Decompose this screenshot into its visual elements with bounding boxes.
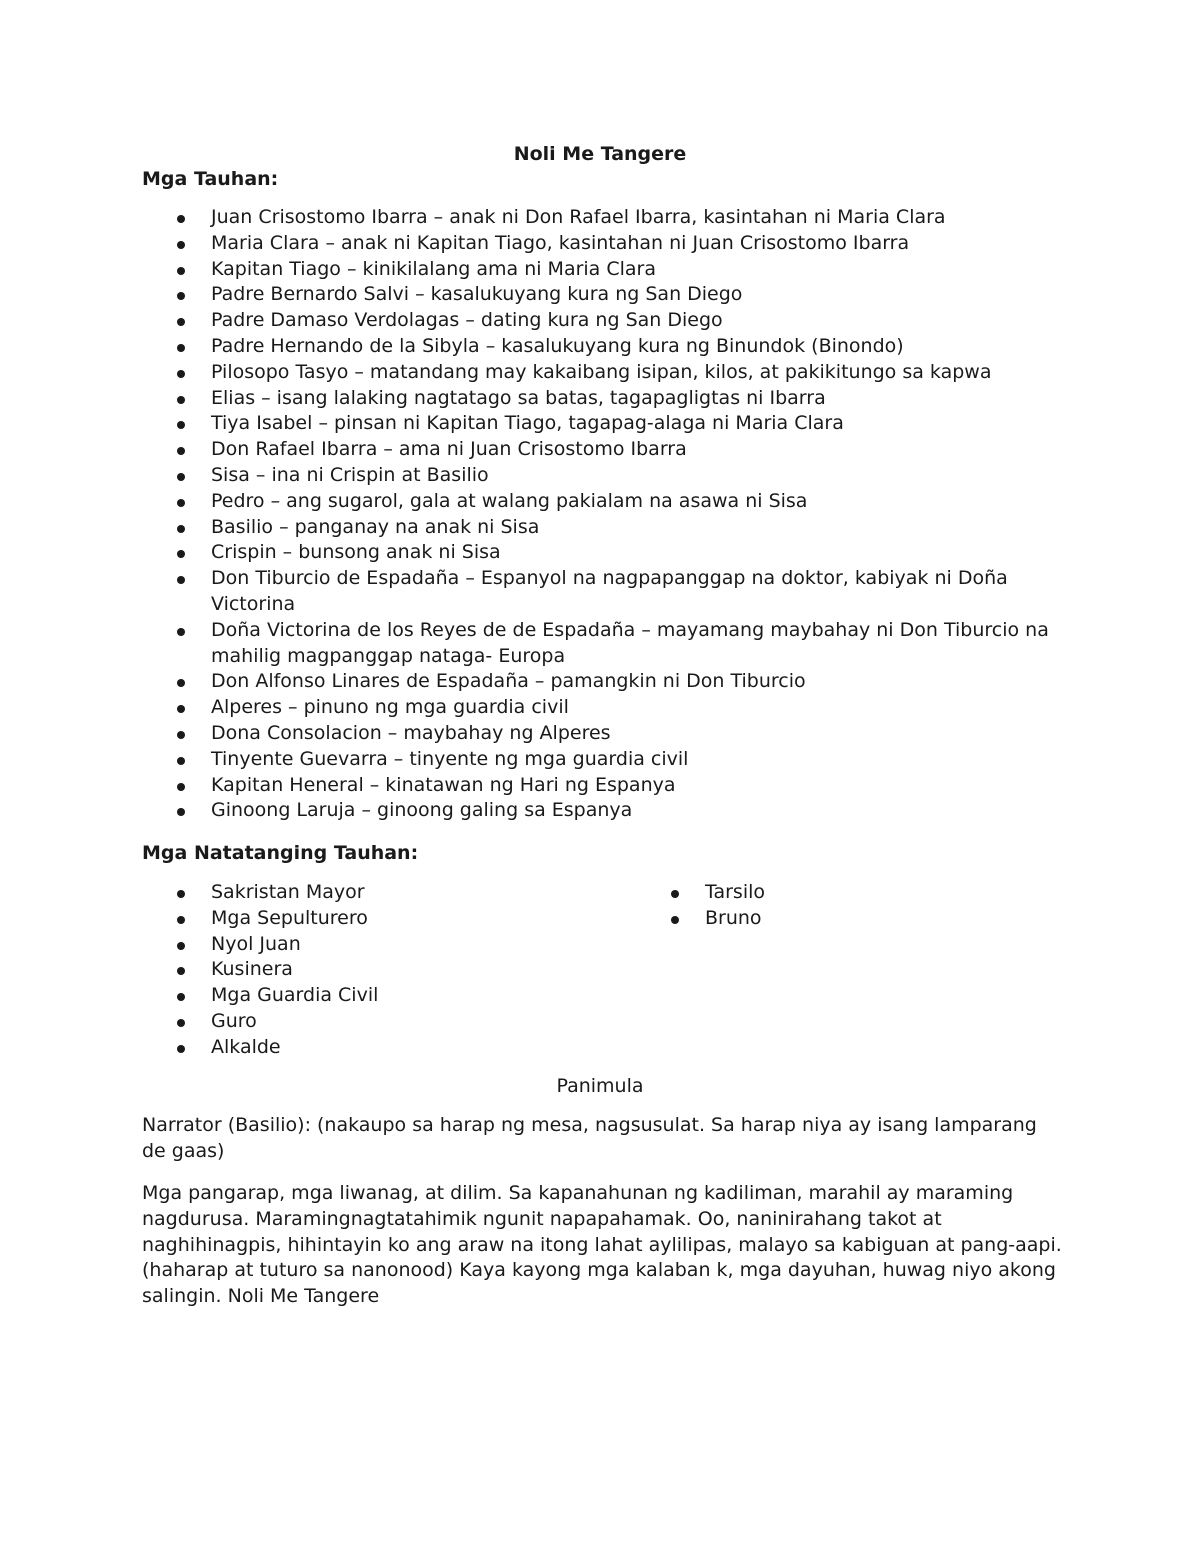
bullet-icon <box>177 757 185 765</box>
bullet-icon <box>177 576 185 584</box>
natatanging-tauhan-heading: Mga Natatanging Tauhan: <box>142 842 419 864</box>
list-item <box>142 231 1062 257</box>
bullet-icon <box>177 499 185 507</box>
list-item-text: Kusinera <box>211 958 293 981</box>
bullet-icon <box>177 447 185 455</box>
list-item-text: Mga Guardia Civil <box>211 984 379 1007</box>
natatanging-tauhan-list-right <box>636 880 936 932</box>
bullet-icon <box>177 473 185 481</box>
list-item <box>142 798 1062 824</box>
list-item-text: Bruno <box>705 906 762 929</box>
bullet-icon <box>177 783 185 791</box>
list-item <box>142 566 1062 618</box>
list-item-text: Basilio – panganay na anak ni Sisa <box>211 515 540 538</box>
list-item <box>142 282 1062 308</box>
list-item <box>142 540 1062 566</box>
bullet-icon <box>177 525 185 533</box>
list-item-text: Elias – isang lalaking nagtatago sa batas, tagapagligtas ni Ibarra <box>211 386 826 409</box>
tauhan-heading: Mga Tauhan: <box>142 168 279 190</box>
bullet-icon <box>177 1019 185 1027</box>
list-item <box>142 906 582 932</box>
bullet-icon <box>177 993 185 1001</box>
list-item <box>142 695 1062 721</box>
list-item-text: Tinyente Guevarra – tinyente ng mga guardia civil <box>211 747 689 770</box>
list-item-text: Padre Hernando de la Sibyla – kasalukuyang kura ng Binundok (Binondo) <box>211 334 904 357</box>
list-item-text: Mga Sepulturero <box>211 906 368 929</box>
bullet-icon <box>177 890 185 898</box>
list-item <box>142 386 1062 412</box>
bullet-icon <box>177 705 185 713</box>
list-item <box>142 747 1062 773</box>
bullet-icon <box>177 292 185 300</box>
list-item <box>142 669 1062 695</box>
list-item <box>142 721 1062 747</box>
bullet-icon <box>177 370 185 378</box>
narrator-paragraph: Narrator (Basilio): (nakaupo sa harap ng mesa, nagsusulat. Sa harap niya ay isang lamparang de gaas) <box>142 1114 1037 1162</box>
list-item <box>142 773 1062 799</box>
bullet-icon <box>177 942 185 950</box>
list-item-text: Doña Victorina de los Reyes de de Espadaña – mayamang maybahay ni Don Tiburcio na mahilig magpanggap natagа- Europa <box>211 618 1049 667</box>
list-item-text: Maria Clara – anak ni Kapitan Tiago, kasintahan ni Juan Crisostomo Ibarra <box>211 231 910 254</box>
list-item-text: Guro <box>211 1009 257 1032</box>
list-item-text: Sisa – ina ni Crispin at Basilio <box>211 463 489 486</box>
bullet-icon <box>177 731 185 739</box>
bullet-icon <box>177 808 185 816</box>
bullet-icon <box>177 916 185 924</box>
list-item <box>142 880 582 906</box>
list-item-text: Alkalde <box>211 1035 281 1058</box>
list-item <box>142 463 1062 489</box>
list-item-text: Kapitan Tiago – kinikilalang ama ni Maria Clara <box>211 257 657 280</box>
list-item-text: Don Rafael Ibarra – ama ni Juan Crisostomo Ibarra <box>211 438 687 461</box>
list-item-text: Juan Crisostomo Ibarra – anak ni Don Rafael Ibarra, kasintahan ni Maria Clara <box>211 206 946 228</box>
list-item <box>142 308 1062 334</box>
list-item <box>636 906 936 932</box>
bullet-icon <box>177 215 185 223</box>
list-item <box>142 932 582 958</box>
bullet-icon <box>671 890 679 898</box>
bullet-icon <box>177 421 185 429</box>
list-item-text: Nyol Juan <box>211 932 301 955</box>
list-item-text: Pilosopo Tasyo – matandang may kakaibang isipan, kilos, at pakikitungo sa kapwa <box>211 360 992 383</box>
bullet-icon <box>671 916 679 924</box>
bullet-icon <box>177 344 185 352</box>
list-item <box>142 957 582 983</box>
list-item-text: Don Tiburcio de Espadaña – Espanyol na nagpapanggap na doktor, kabiyak ni Doña Victorina <box>211 567 1008 615</box>
list-item-text: Alperes – pinuno ng mga guardia civil <box>211 696 569 719</box>
list-item-text: Don Alfonso Linares de Espadaña – pamangkin ni Don Tiburcio <box>211 670 806 693</box>
bullet-icon <box>177 318 185 326</box>
monologue-paragraph: Mga pangarap, mga liwanag, at dilim. Sa kapanahunan ng kadiliman, marahil ay maraming nagdurusa. Maramingnagtatahimik ngunit napapahamak. Oo, naninirahang takot at naghihinagpis, hihintayin ko ang araw na itong lahat aylilipas, malayo sa kabiguan at pang-aapi. (haharap at tuturo sa nanonood) Kaya kayong mga kalaban k, mga dayuhan, huwag niyo akong salingin. Noli Me Tangere <box>142 1182 1062 1308</box>
bullet-icon <box>177 267 185 275</box>
bullet-icon <box>177 628 185 636</box>
list-item <box>142 360 1062 386</box>
list-item <box>142 618 1062 670</box>
list-item-text: Kapitan Heneral – kinatawan ng Hari ng Espanya <box>211 773 676 796</box>
list-item-text: Padre Bernardo Salvi – kasalukuyang kura ng San Diego <box>211 283 743 306</box>
bullet-icon <box>177 679 185 687</box>
list-item <box>142 983 582 1009</box>
list-item <box>142 515 1062 541</box>
natatanging-tauhan-list-left <box>142 880 582 1061</box>
bullet-icon <box>177 1045 185 1053</box>
list-item <box>636 880 936 906</box>
list-item <box>142 437 1062 463</box>
list-item <box>142 411 1062 437</box>
list-item <box>142 1009 582 1035</box>
bullet-icon <box>177 241 185 249</box>
bullet-icon <box>177 967 185 975</box>
list-item <box>142 489 1062 515</box>
list-item-text: Pedro – ang sugarol, gala at walang pakialam na asawa ni Sisa <box>211 489 808 512</box>
list-item-text: Padre Damaso Verdolagas – dating kura ng San Diego <box>211 309 723 332</box>
bullet-icon <box>177 550 185 558</box>
list-item <box>142 205 1062 231</box>
list-item-text: Crispin – bunsong anak ni Sisa <box>211 541 501 564</box>
document-title: Noli Me Tangere <box>513 143 687 165</box>
list-item-text: Sakristan Mayor <box>211 881 365 903</box>
list-item-text: Dona Consolacion – maybahay ng Alperes <box>211 721 611 744</box>
list-item-text: Ginoong Laruja – ginoong galing sa Espanya <box>211 799 633 822</box>
list-item <box>142 1035 582 1061</box>
scene-title: Panimula <box>556 1075 644 1097</box>
list-item <box>142 334 1062 360</box>
bullet-icon <box>177 396 185 404</box>
list-item-text: Tiya Isabel – pinsan ni Kapitan Tiago, tagapag-alaga ni Maria Clara <box>211 412 844 435</box>
list-item <box>142 257 1062 283</box>
list-item-text: Tarsilo <box>705 881 765 903</box>
tauhan-list <box>142 205 1062 824</box>
